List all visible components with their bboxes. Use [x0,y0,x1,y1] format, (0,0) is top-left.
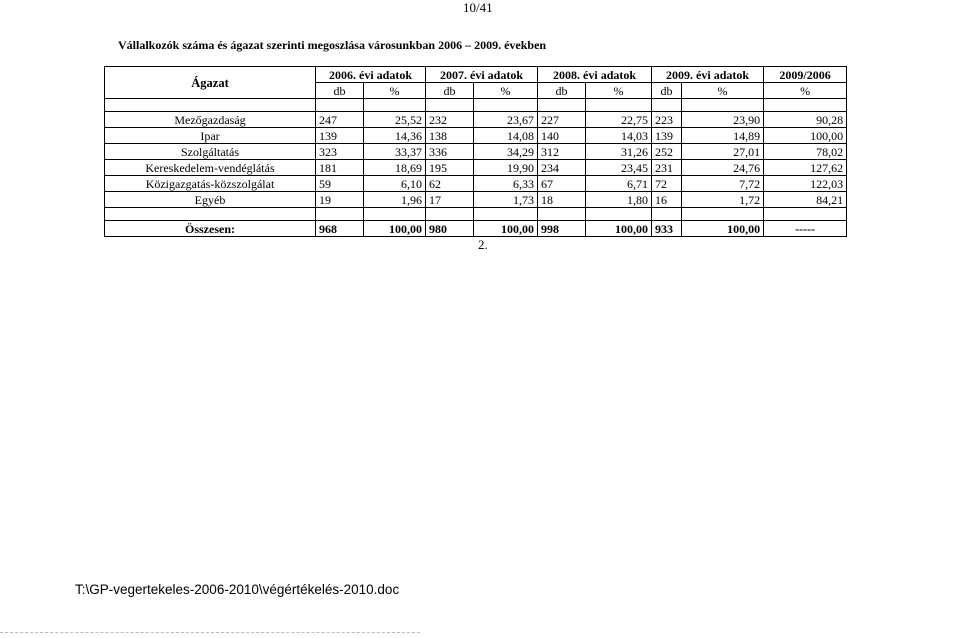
cell-2006-pct: 6,10 [364,176,426,192]
unit-cell: % [586,83,652,99]
cell-2006-db: 323 [316,144,364,160]
cell-2007-db: 17 [426,192,474,208]
table-row [105,160,847,176]
unit-cell: % [474,83,538,99]
group-2008: 2008. évi adatok [538,67,652,83]
cell-2009-pct: 14,89 [682,128,764,144]
cell-2009-db: 223 [652,112,682,128]
document-title: Vállalkozók száma és ágazat szerinti megoszlása városunkban 2006 – 2009. években [118,38,547,52]
spacer-row [105,99,847,112]
table-row [105,128,847,144]
group-2009: 2009. évi adatok [652,67,764,83]
table-row [105,112,847,128]
cell-2006-pct: 18,69 [364,160,426,176]
total-2008-db: 998 [538,221,586,237]
cell-ratio-pct: 78,02 [764,144,847,160]
cell-2007-db: 138 [426,128,474,144]
cell-2007-db: 336 [426,144,474,160]
total-2009-db: 933 [652,221,682,237]
cell-ratio-pct: 84,21 [764,192,847,208]
cell-2008-pct: 23,45 [586,160,652,176]
row-header-agazat: Ágazat [105,67,316,99]
cell-2007-db: 195 [426,160,474,176]
unit-cell: % [764,83,847,99]
cell-2006-pct: 25,52 [364,112,426,128]
cell-2008-pct: 22,75 [586,112,652,128]
cell-2007-pct: 19,90 [474,160,538,176]
cell-2008-db: 18 [538,192,586,208]
total-2006-db: 968 [316,221,364,237]
cell-2006-db: 59 [316,176,364,192]
group-2006: 2006. évi adatok [316,67,426,83]
cell-2008-db: 67 [538,176,586,192]
unit-cell: db [538,83,586,99]
cell-ratio-pct: 90,28 [764,112,847,128]
cell-ratio-pct: 127,62 [764,160,847,176]
group-header-row [105,67,847,83]
cell-2009-db: 72 [652,176,682,192]
unit-cell: db [652,83,682,99]
cell-2007-pct: 23,67 [474,112,538,128]
enterprise-table [104,66,847,237]
cell-2009-pct: 23,90 [682,112,764,128]
sector-name: Kereskedelem-vendéglátás [105,160,316,176]
total-2008-pct: 100,00 [586,221,652,237]
unit-cell: db [316,83,364,99]
total-ratio: ----- [764,221,847,237]
cell-2009-pct: 1,72 [682,192,764,208]
cell-2007-pct: 14,08 [474,128,538,144]
scan-artifact-line [0,632,420,633]
cell-ratio-pct: 100,00 [764,128,847,144]
cell-2009-db: 139 [652,128,682,144]
sector-name: Közigazgatás-közszolgálat [105,176,316,192]
cell-2006-db: 181 [316,160,364,176]
cell-2009-db: 231 [652,160,682,176]
cell-2006-pct: 14,36 [364,128,426,144]
cell-2009-db: 252 [652,144,682,160]
cell-2008-pct: 14,03 [586,128,652,144]
total-2007-pct: 100,00 [474,221,538,237]
cell-2007-db: 232 [426,112,474,128]
total-2006-pct: 100,00 [364,221,426,237]
cell-2006-db: 139 [316,128,364,144]
cell-2008-pct: 31,26 [586,144,652,160]
unit-cell: % [364,83,426,99]
sector-name: Egyéb [105,192,316,208]
cell-2006-db: 247 [316,112,364,128]
unit-cell: % [682,83,764,99]
cell-2007-pct: 6,33 [474,176,538,192]
cell-2007-db: 62 [426,176,474,192]
total-2007-db: 980 [426,221,474,237]
footer-file-path: T:\GP-vegertekeles-2006-2010\végértékelés-2010.doc [75,582,400,597]
table-row [105,176,847,192]
page-marker: 2. [478,237,488,252]
sector-name: Szolgáltatás [105,144,316,160]
cell-2008-pct: 1,80 [586,192,652,208]
sector-name: Ipar [105,128,316,144]
cell-2008-pct: 6,71 [586,176,652,192]
unit-cell: db [426,83,474,99]
cell-2009-db: 16 [652,192,682,208]
cell-2007-pct: 1,73 [474,192,538,208]
cell-2007-pct: 34,29 [474,144,538,160]
cell-2009-pct: 7,72 [682,176,764,192]
table-row [105,144,847,160]
sector-name: Mezőgazdaság [105,112,316,128]
cell-2008-db: 227 [538,112,586,128]
cell-2006-db: 19 [316,192,364,208]
cell-2008-db: 140 [538,128,586,144]
cell-ratio-pct: 122,03 [764,176,847,192]
total-label: Összesen: [105,221,316,237]
total-2009-pct: 100,00 [682,221,764,237]
spacer-row [105,208,847,221]
group-2007: 2007. évi adatok [426,67,538,83]
cell-2008-db: 234 [538,160,586,176]
cell-2009-pct: 24,76 [682,160,764,176]
page-number: 10/41 [463,0,493,15]
cell-2006-pct: 1,96 [364,192,426,208]
table-row [105,192,847,208]
group-2009-2006: 2009/2006 [764,67,847,83]
cell-2009-pct: 27,01 [682,144,764,160]
cell-2008-db: 312 [538,144,586,160]
cell-2006-pct: 33,37 [364,144,426,160]
total-row [105,221,847,237]
